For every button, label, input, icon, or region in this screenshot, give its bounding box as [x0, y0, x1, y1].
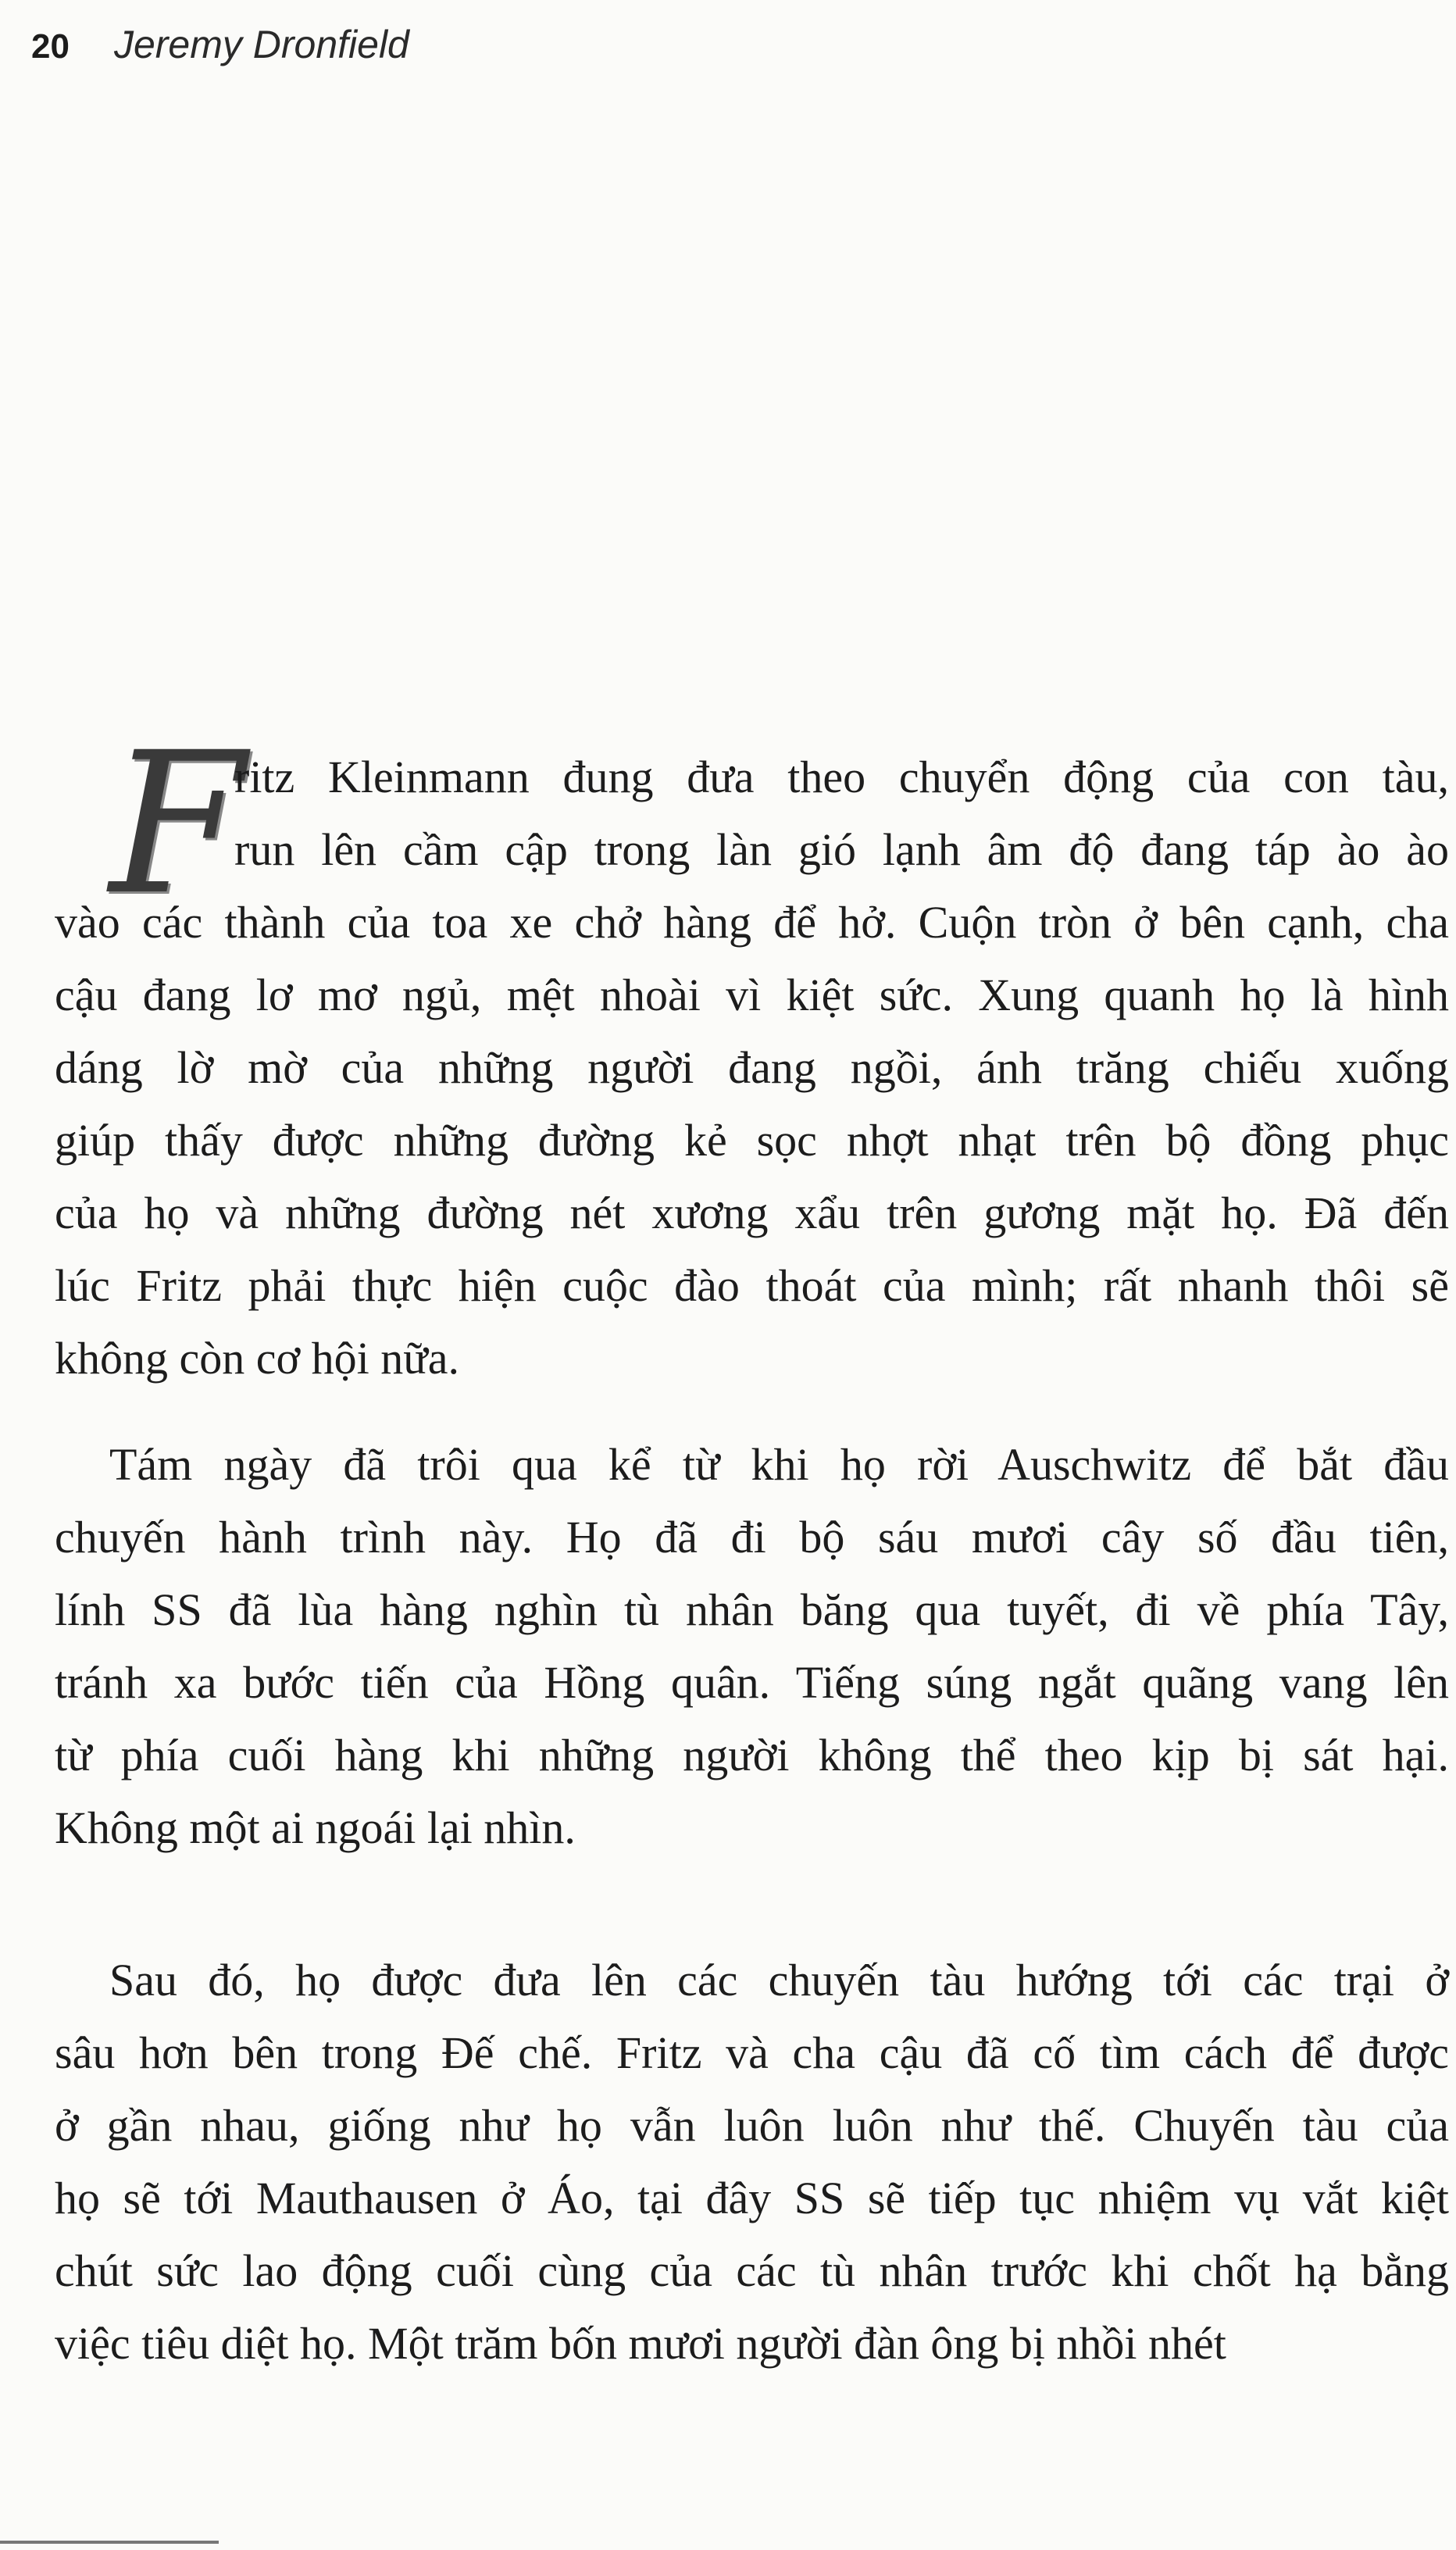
text-line: không còn cơ hội nữa. — [55, 1333, 459, 1384]
text-line: vào các thành của toa xe chở hàng để hở. Cuộn tròn ở bên cạnh, cha — [55, 897, 1449, 948]
text-line: Tám ngày đã trôi qua kể từ khi họ rời Auschwitz để bắt đầu — [109, 1439, 1449, 1490]
text-line: lính SS đã lùa hàng nghìn tù nhân băng qua tuyết, đi về phía Tây, — [55, 1584, 1449, 1635]
text-line: run lên cầm cập trong làn gió lạnh âm độ đang táp ào ào — [234, 824, 1449, 875]
page-number: 20 — [31, 27, 70, 66]
text-line: sâu hơn bên trong Đế chế. Fritz và cha cậu đã cố tìm cách để được — [55, 2027, 1449, 2078]
text-line: lúc Fritz phải thực hiện cuộc đào thoát của mình; rất nhanh thôi sẽ — [55, 1260, 1449, 1311]
text-line: cậu đang lơ mơ ngủ, mệt nhoài vì kiệt sức. Xung quanh họ là hình — [55, 970, 1449, 1020]
text-line: việc tiêu diệt họ. Một trăm bốn mươi người đàn ông bị nhồi nhét — [55, 2318, 1226, 2369]
text-line: Sau đó, họ được đưa lên các chuyến tàu hướng tới các trại ở — [109, 1955, 1449, 2005]
drop-cap: F — [109, 710, 245, 938]
text-line: dáng lờ mờ của những người đang ngồi, ánh trăng chiếu xuống — [55, 1042, 1449, 1093]
running-header — [31, 22, 409, 68]
text-line: ritz Kleinmann đung đưa theo chuyển động của con tàu, — [234, 752, 1449, 802]
text-line: giúp thấy được những đường kẻ sọc nhợt nhạt trên bộ đồng phục — [55, 1115, 1449, 1166]
text-line: chút sức lao động cuối cùng của các tù nhân trước khi chốt hạ bằng — [55, 2245, 1449, 2296]
text-line: Không một ai ngoái lại nhìn. — [55, 1802, 576, 1853]
text-line: từ phía cuối hàng khi những người không thể theo kịp bị sát hại. — [55, 1730, 1449, 1780]
text-line: chuyến hành trình này. Họ đã đi bộ sáu mươi cây số đầu tiên, — [55, 1512, 1449, 1562]
text-line: tránh xa bước tiến của Hồng quân. Tiếng súng ngắt quãng vang lên — [55, 1657, 1449, 1708]
text-line: ở gần nhau, giống như họ vẫn luôn luôn như thế. Chuyến tàu của — [55, 2100, 1449, 2151]
author-name: Jeremy Dronfield — [113, 23, 409, 66]
text-line: họ sẽ tới Mauthausen ở Áo, tại đây SS sẽ tiếp tục nhiệm vụ vắt kiệt — [55, 2173, 1449, 2223]
page-edge-shadow — [0, 2541, 219, 2544]
text-line: của họ và những đường nét xương xẩu trên gương mặt họ. Đã đến — [55, 1188, 1449, 1238]
